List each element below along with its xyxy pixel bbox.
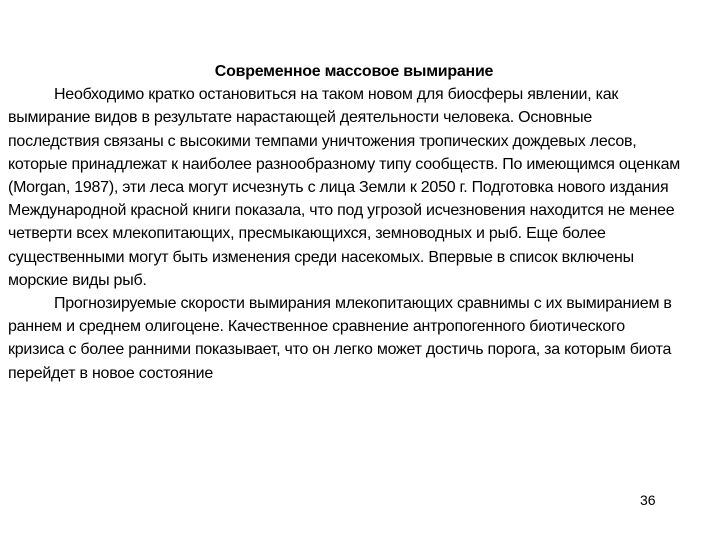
paragraph-2: Прогнозируемые скорости вымирания млекопитающих сравнимы с их вымиранием в раннем и среднем олигоцене. Качественное сравнение антропогенного биотического кризиса с более ранними показывает, что он легко может достичь порога, за которым биота перейдет в новое состояние bbox=[8, 295, 672, 382]
slide-content bbox=[8, 60, 684, 385]
page-number: 36 bbox=[640, 492, 656, 508]
paragraph-1: Необходимо кратко остановиться на таком новом для биосферы явлении, как вымирание видов в результате нарастающей деятельности человека. Основные последствия связаны с высокими темпами уничтожения тропических дождевых лесов, которые принадлежат к наиболее разнообразному типу сообществ. По имеющимся оценкам (Morgan, 1987), эти леса могут исчезнуть с лица Земли к 2050 г. Подготовка нового издания Международной красной книги показала, что под угрозой исчезновения находится не менее четверти всех млекопитающих, пресмыкающихся, земноводных и рыб. Еще более существенными могут быть изменения среди насекомых. Впервые в список включены морские виды рыб. bbox=[8, 86, 681, 289]
slide-title: Современное массовое вымирание bbox=[214, 63, 494, 80]
